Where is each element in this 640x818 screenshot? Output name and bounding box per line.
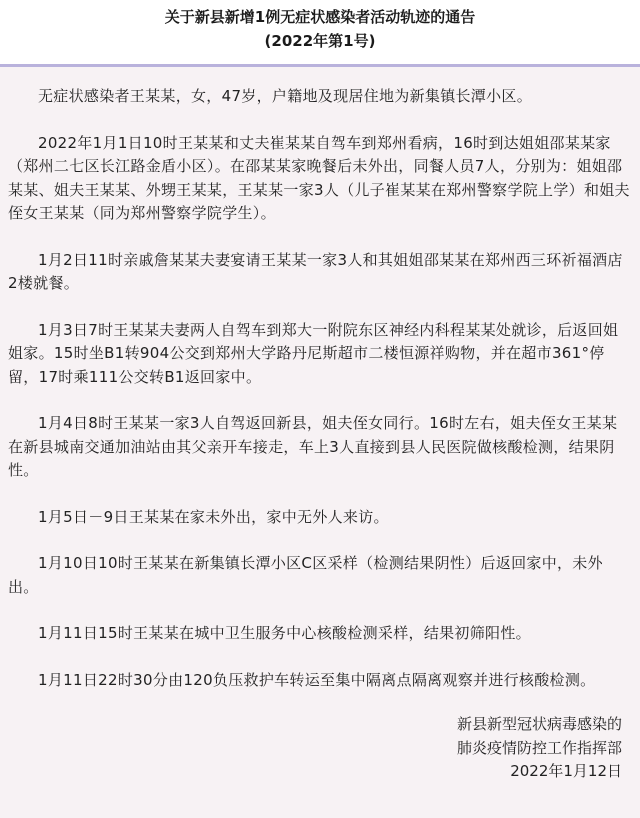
signature-block	[8, 713, 632, 784]
paragraph-jan-3: 1月3日7时王某某夫妻两人自驾车到郑大一附院东区神经内科程某某处就诊，后返回姐姐家。15时坐B1转904公交到郑州大学路丹尼斯超市二楼恒源祥购物，并在超市361°停留，17时乘111公交转B1返回家中。	[8, 320, 619, 386]
signature-date: 2022年1月12日	[510, 762, 622, 780]
notice-body	[0, 67, 640, 818]
notice-title: 关于新县新增1例无症状感染者活动轨迹的通告	[164, 8, 476, 26]
paragraph-jan-11-test: 1月11日15时王某某在城中卫生服务中心核酸检测采样，结果初筛阳性。	[38, 624, 531, 642]
signature-org-line-1: 新县新型冠状病毒感染的	[456, 715, 622, 733]
notice-number: (2022年第1号)	[264, 32, 376, 50]
paragraph-jan-10: 1月10日10时王某某在新集镇长潭小区C区采样（检测结果阴性）后返回家中，未外出。	[8, 554, 603, 596]
paragraph-jan-2: 1月2日11时亲戚詹某某夫妻宴请王某某一家3人和其姐姐邵某某在郑州西三环祈福酒店2楼就餐。	[8, 250, 623, 292]
paragraph-case-info: 无症状感染者王某某，女，47岁，户籍地及现居住地为新集镇长潭小区。	[38, 87, 532, 105]
paragraph-jan-4: 1月4日8时王某某一家3人自驾返回新县，姐夫侄女同行。16时左右，姐夫侄女王某某在新县城南交通加油站由其父亲开车接走，车上3人直接到县人民医院做核酸检测，结果阴性。	[8, 414, 618, 479]
paragraph-jan-5-9: 1月5日－9日王某某在家未外出，家中无外人来访。	[38, 507, 389, 526]
paragraph-jan-11-transfer: 1月11日22时30分由120负压救护车转运至集中隔离点隔离观察并进行核酸检测。	[38, 670, 596, 689]
paragraph-jan-1: 2022年1月1日10时王某某和丈夫崔某某自驾车到郑州看病，16时到达姐姐邵某某家（郑州二七区长江路金盾小区）。在邵某某家晚餐后未外出，同餐人员7人，分别为：姐姐邵某某、姐夫王某某、外甥王某某，王某某一家3人（儿子崔某某在郑州警察学院上学）和姐夫侄女王某某（同为郑州警察学院学生）。	[8, 133, 630, 222]
signature-org-line-2: 肺炎疫情防控工作指挥部	[456, 738, 622, 757]
notice-header	[0, 0, 640, 64]
